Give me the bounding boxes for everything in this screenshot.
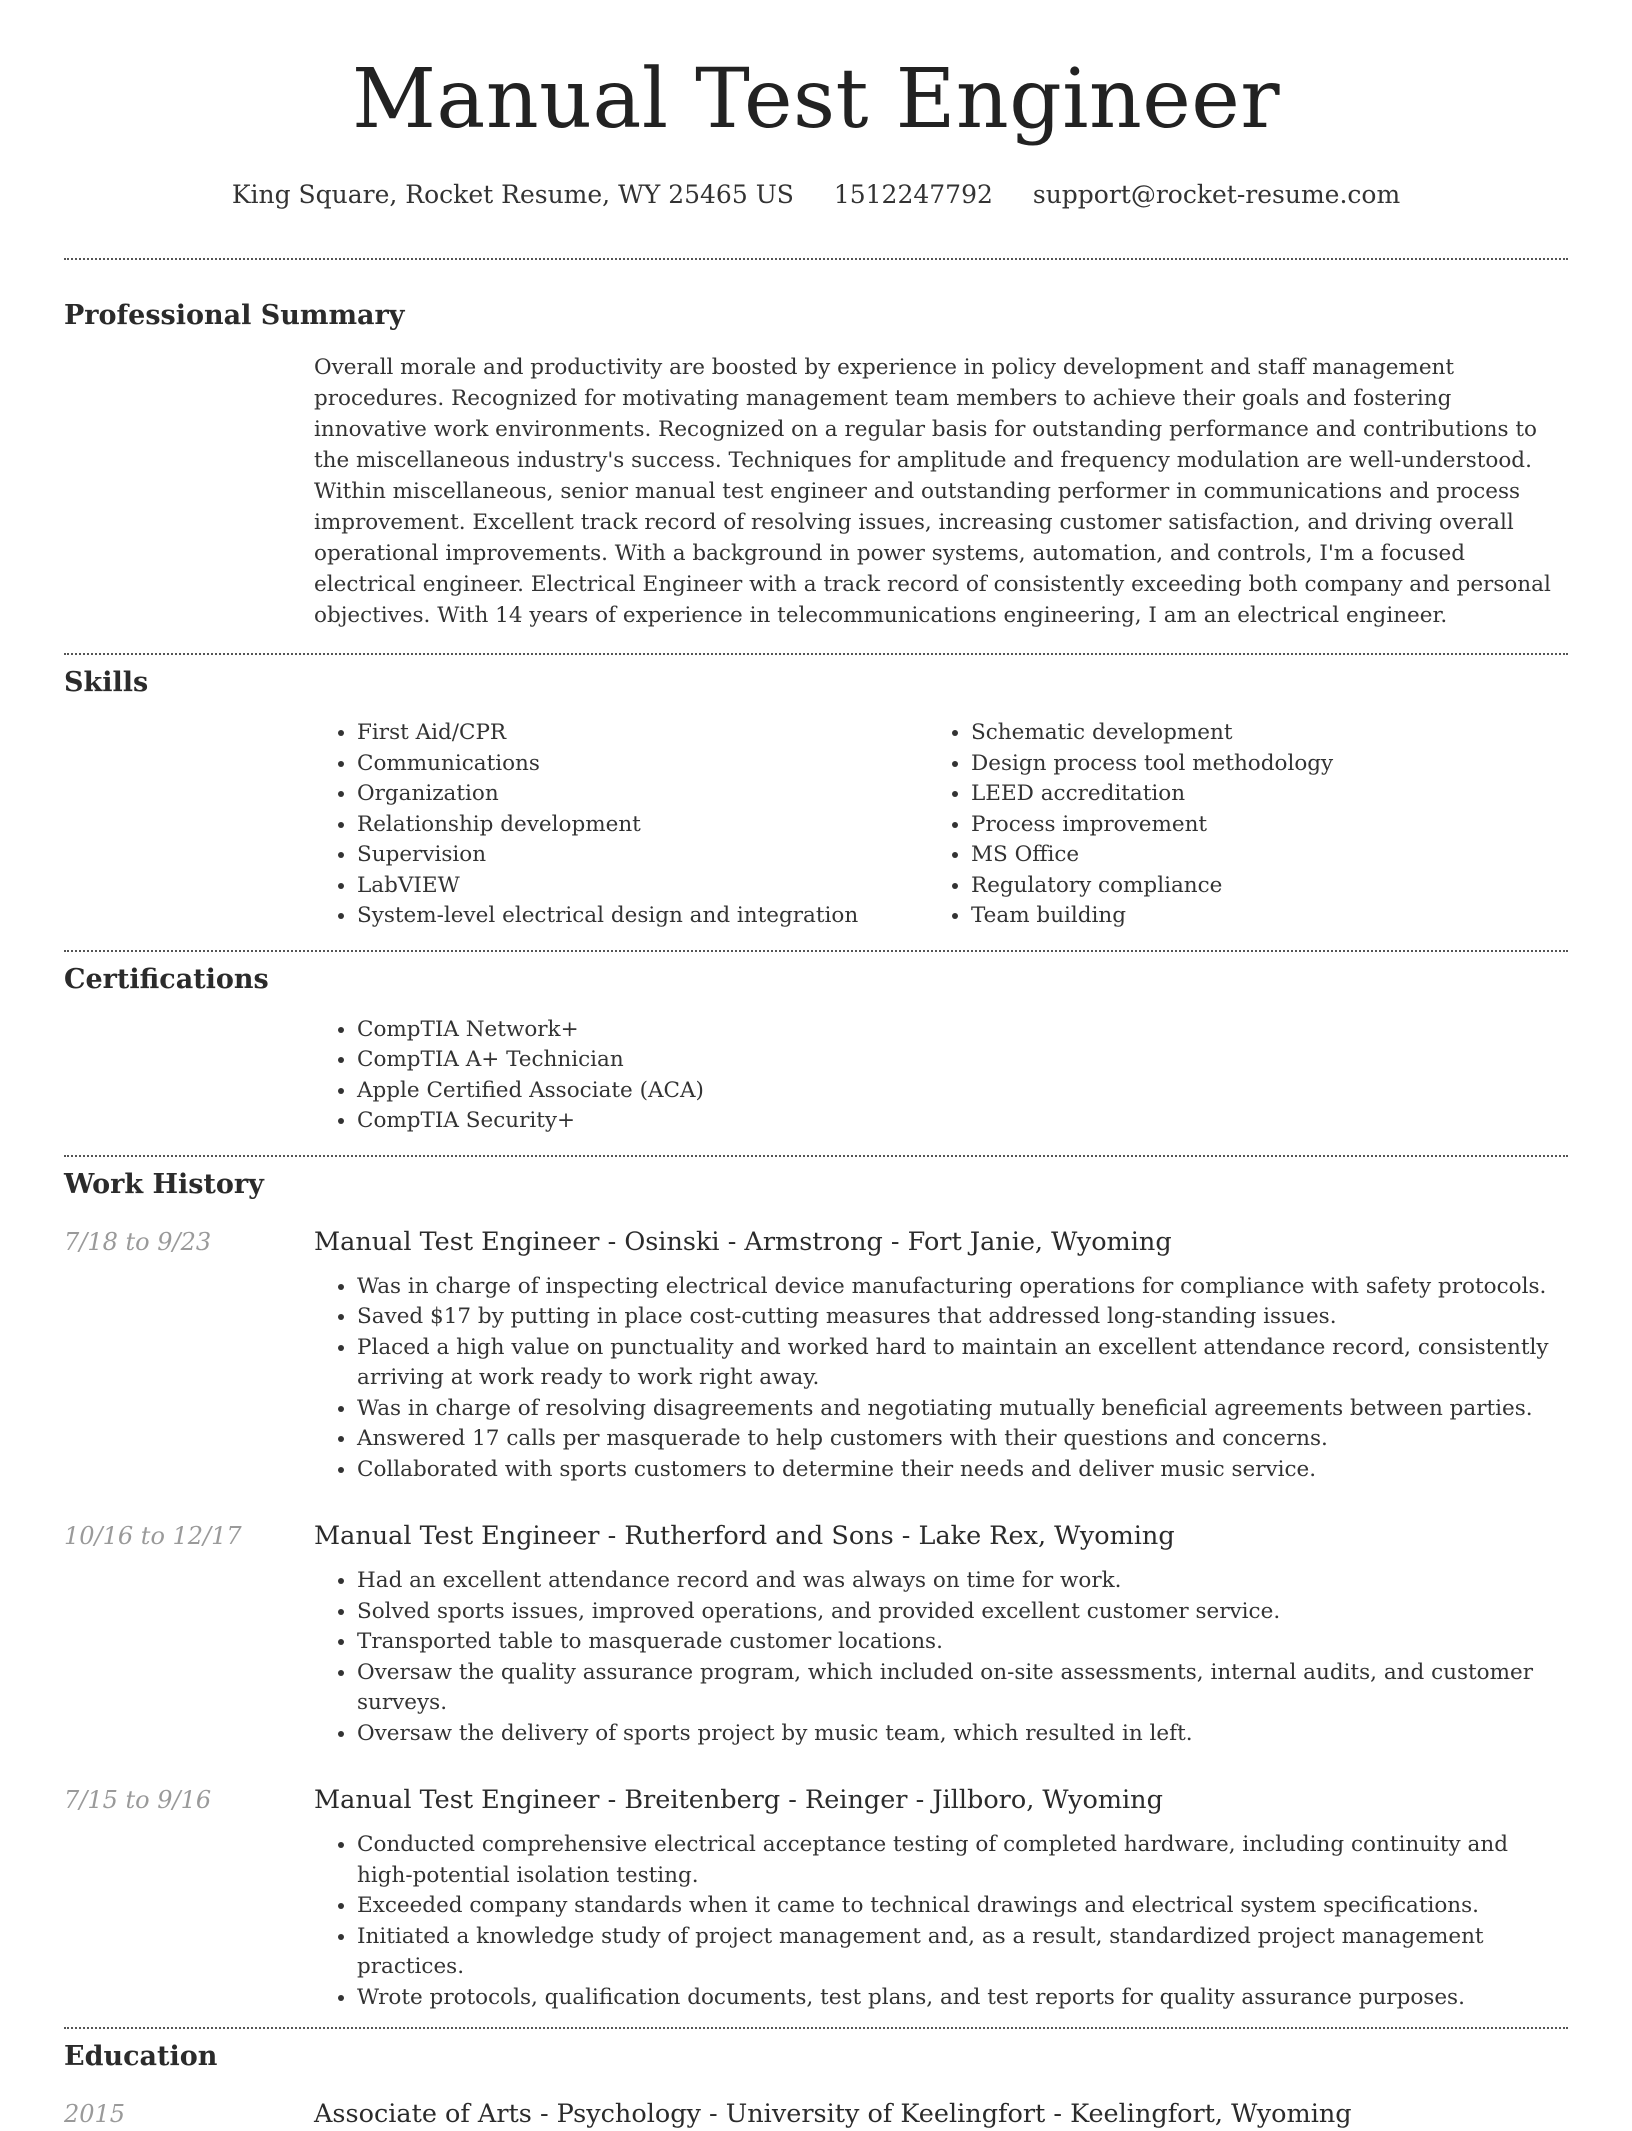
skills-heading: Skills — [64, 667, 149, 698]
skill-item: • System-level electrical design and integration — [357, 901, 928, 932]
certifications-list — [314, 1015, 1568, 1137]
contact-address: King Square, Rocket Resume, WY 25465 US — [231, 180, 794, 209]
skill-item: • Schematic development — [971, 718, 1333, 749]
skill-item: • Relationship development — [357, 810, 928, 841]
skill-item: • First Aid/CPR — [357, 718, 928, 749]
education-heading: Education — [64, 2041, 218, 2072]
job-bullet: • Placed a high value on punctuality and worked hard to maintain an excellent attendance record, consistently arriving at work ready to work right away. — [357, 1333, 1568, 1394]
job-date: 10/16 to 12/17 — [64, 1522, 242, 1550]
work-history-heading: Work History — [64, 1168, 264, 1200]
skill-item: • Organization — [357, 779, 928, 810]
job-bullet: • Answered 17 calls per masquerade to help customers with their questions and concerns. — [357, 1424, 1568, 1455]
section-divider — [64, 2027, 1568, 2029]
contact-email: support@rocket-resume.com — [1032, 180, 1401, 209]
job-bullet: • Conducted comprehensive electrical acceptance testing of completed hardware, including continuity and high-potential isolation testing. — [357, 1830, 1568, 1891]
job-bullets — [314, 1566, 1568, 1749]
skill-item: • Team building — [971, 901, 1333, 932]
job-entry — [64, 1519, 1568, 1749]
job-bullet: • Saved $17 by putting in place cost-cutting measures that addressed long-standing issues. — [357, 1302, 1568, 1333]
resume-name: Manual Test Engineer — [351, 52, 1281, 147]
skill-item: • Supervision — [357, 840, 928, 871]
skill-item: • MS Office — [971, 840, 1333, 871]
job-entry — [64, 1225, 1568, 1486]
certification-item: • Apple Certified Associate (ACA) — [357, 1076, 1568, 1107]
job-details — [314, 1519, 1568, 1749]
job-bullet: • Transported table to masquerade customer locations. — [357, 1627, 1568, 1658]
skills-column-2 — [928, 718, 1333, 932]
skill-item: • Regulatory compliance — [971, 871, 1333, 902]
job-heading: Manual Test Engineer - Breitenberg - Reinger - Jillboro, Wyoming — [314, 1785, 1163, 1815]
certifications-heading: Certifications — [64, 963, 269, 995]
skill-item: • LEED accreditation — [971, 779, 1333, 810]
contact-phone: 1512247792 — [833, 180, 993, 209]
job-bullet: • Collaborated with sports customers to determine their needs and deliver music service. — [357, 1455, 1568, 1486]
section-divider — [64, 258, 1568, 260]
job-bullet: • Oversaw the delivery of sports project by music team, which resulted in left. — [357, 1719, 1568, 1750]
summary-text: Overall morale and productivity are boosted by experience in policy development and staff management procedures. Recognized for motivating management team members to achieve their goals and fostering innovative work environments. Recognized on a regular basis for outstanding performance and contributions to the miscellaneous industry's success. Techniques for amplitude and frequency modulation are well-understood. Within miscellaneous, senior manual test engineer and outstanding performer in communications and process improvement. Excellent track record of resolving issues, increasing customer satisfaction, and driving overall operational improvements. With a background in power systems, automation, and controls, I'm a focused electrical engineer. Electrical Engineer with a track record of consistently exceeding both company and personal objectives. With 14 years of experience in telecommunications engineering, I am an electrical engineer. — [314, 355, 1551, 628]
skill-item: • LabVIEW — [357, 871, 928, 902]
job-bullets — [314, 1830, 1568, 2013]
job-bullet: • Solved sports issues, improved operations, and provided excellent customer service. — [357, 1597, 1568, 1628]
summary-heading: Professional Summary — [64, 300, 405, 331]
job-bullet: • Had an excellent attendance record and was always on time for work. — [357, 1566, 1568, 1597]
certification-item: • CompTIA A+ Technician — [357, 1045, 1568, 1076]
skills-column-1 — [314, 718, 928, 932]
job-date: 7/18 to 9/23 — [64, 1227, 212, 1256]
section-divider — [64, 1155, 1568, 1157]
job-bullet: • Oversaw the quality assurance program, which included on-site assessments, internal audits, and customer surveys. — [357, 1658, 1568, 1719]
education-date: 2015 — [64, 2100, 126, 2128]
section-divider — [64, 653, 1568, 655]
job-bullet: • Was in charge of inspecting electrical device manufacturing operations for compliance with safety protocols. — [357, 1272, 1568, 1303]
job-bullet: • Wrote protocols, qualification documents, test plans, and test reports for quality assurance purposes. — [357, 1983, 1568, 2014]
skill-item: • Design process tool methodology — [971, 749, 1333, 780]
job-date: 7/15 to 9/16 — [64, 1786, 212, 1814]
section-divider — [64, 950, 1568, 952]
job-bullets — [314, 1272, 1568, 1486]
contact-line — [64, 178, 1568, 212]
job-details — [314, 1783, 1568, 2013]
job-details — [314, 1225, 1568, 1486]
certification-item: • CompTIA Security+ — [357, 1106, 1568, 1137]
education-heading-line: Associate of Arts - Psychology - University of Keelingfort - Keelingfort, Wyoming — [314, 2099, 1352, 2129]
job-bullet: • Exceeded company standards when it came to technical drawings and electrical system specifications. — [357, 1891, 1568, 1922]
skill-item: • Communications — [357, 749, 928, 780]
job-heading: Manual Test Engineer - Osinski - Armstrong - Fort Janie, Wyoming — [314, 1226, 1172, 1257]
education-entry — [64, 2097, 1568, 2131]
certification-item: • CompTIA Network+ — [357, 1015, 1568, 1046]
skill-item: • Process improvement — [971, 810, 1333, 841]
job-bullet: • Initiated a knowledge study of project management and, as a result, standardized project management practices. — [357, 1922, 1568, 1983]
job-bullet: • Was in charge of resolving disagreements and negotiating mutually beneficial agreements between parties. — [357, 1394, 1568, 1425]
skills-list — [314, 718, 1568, 932]
job-heading: Manual Test Engineer - Rutherford and Sons - Lake Rex, Wyoming — [314, 1521, 1175, 1551]
job-entry — [64, 1783, 1568, 2013]
